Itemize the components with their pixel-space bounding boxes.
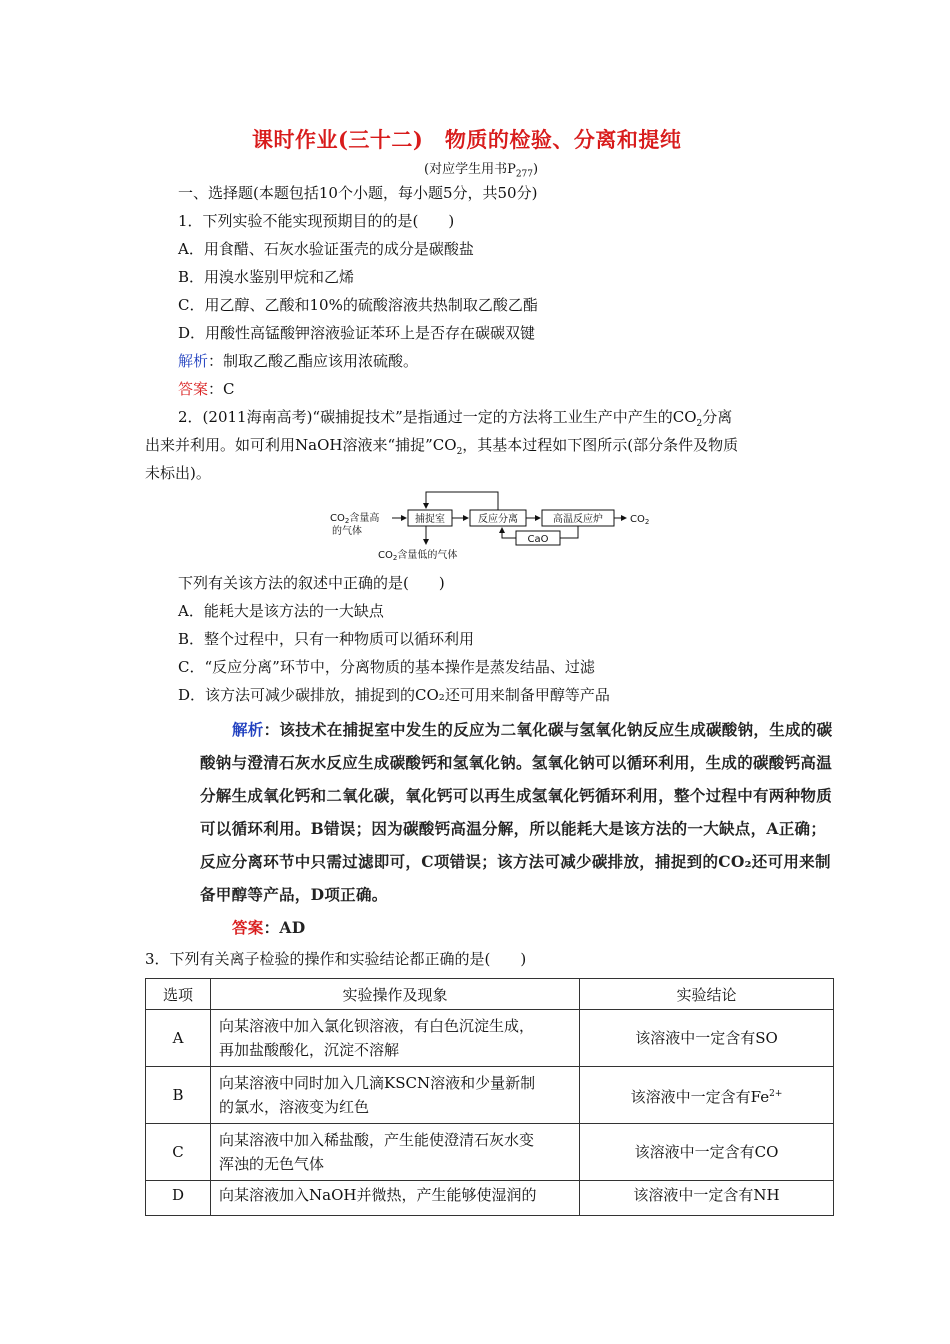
- section-heading: 一、选择题(本题包括10个小题，每小题5分，共50分): [178, 184, 538, 202]
- q1-analysis-text: ：制取乙酸乙酯应该用浓硫酸。: [208, 352, 419, 370]
- q2-analysis-line1: [232, 718, 832, 740]
- q2-line2-end: ，其基本过程如下图所示(部分条件及物质: [462, 436, 739, 454]
- table-row: [146, 1124, 834, 1181]
- q2-stem-line2: [145, 435, 738, 462]
- q1-option-c: C．用乙醇、乙酸和10%的硫酸溶液共热制取乙酸乙酯: [178, 296, 538, 314]
- col-header-conclusion: 实验结论: [580, 979, 834, 1010]
- diagram-input-label-bottom: 的气体: [332, 526, 362, 537]
- table-row: [146, 1067, 834, 1124]
- row-option: C: [146, 1124, 211, 1181]
- q1-answer: [178, 379, 235, 399]
- row-conclusion-text: 该溶液中一定含有Fe: [630, 1087, 770, 1106]
- q1-answer-label: 答案: [178, 380, 209, 398]
- q1-option-a: A．用食醋、石灰水验证蛋壳的成分是碳酸盐: [178, 240, 474, 258]
- subtitle-close: ): [533, 162, 539, 177]
- q2-analysis-line6: 备甲醇等产品，D项正确。: [200, 885, 388, 904]
- q2-line1-end: 分离: [702, 408, 733, 426]
- arrow-recycle-naoh: [426, 492, 498, 510]
- row-conclusion: 该溶液中一定含有NH: [580, 1181, 834, 1216]
- row-conclusion: 该溶液中一定含有SO: [580, 1010, 834, 1067]
- subtitle-page-number: 277: [515, 169, 534, 180]
- q1-answer-text: ：C: [208, 380, 235, 398]
- table-row: [146, 1010, 834, 1067]
- table-header-row: [146, 979, 834, 1010]
- subtitle-text: (对应学生用书P: [424, 162, 516, 177]
- page-subtitle: [424, 158, 538, 180]
- q2-option-b: B．整个过程中，只有一种物质可以循环利用: [178, 630, 475, 648]
- row-operation-line1: 向某溶液中加入氯化钡溶液，有白色沉淀生成，: [219, 1017, 535, 1035]
- q2-analysis-label: 解析: [232, 720, 264, 739]
- row-operation: [211, 1067, 580, 1124]
- arrow-cao-return-b: [502, 528, 516, 538]
- q1-option-b: B．用溴水鉴别甲烷和乙烯: [178, 268, 355, 286]
- row-operation: [211, 1124, 580, 1181]
- q2-line1-text: 2．(2011海南高考)“碳捕捉技术”是指通过一定的方法将工业生产中产生的CO: [178, 408, 697, 426]
- box-reaction-separation-label: 反应分离: [478, 514, 518, 525]
- q2-line1-sub: 2: [696, 419, 703, 429]
- q2-option-a: A．能耗大是该方法的一大缺点: [178, 602, 384, 620]
- row-conclusion: [580, 1067, 834, 1124]
- row-conclusion-sup: 2+: [769, 1088, 783, 1099]
- q1-stem: 1．下列实验不能实现预期目的的是( ): [178, 212, 455, 230]
- q2-analysis-line3: 分解生成氧化钙和二氧化碳，氧化钙可以再生成氢氧化钙循环利用，整个过程中有两种物质: [200, 786, 833, 805]
- q2-analysis-line2: 酸钠与澄清石灰水反应生成碳酸钙和氢氧化钠。氢氧化钠可以循环利用，生成的碳酸钙高温: [200, 753, 833, 772]
- table-row: [146, 1181, 834, 1216]
- q3-stem: 3．下列有关离子检验的操作和实验结论都正确的是( ): [145, 950, 527, 968]
- row-operation: [211, 1181, 580, 1216]
- q1-analysis: [178, 351, 418, 371]
- box-capture-chamber-label: 捕捉室: [415, 514, 445, 525]
- row-conclusion: 该溶液中一定含有CO: [580, 1124, 834, 1181]
- page-title: 课时作业(三十二) 物质的检验、分离和提纯: [252, 127, 682, 152]
- row-operation: [211, 1010, 580, 1067]
- box-furnace-label: 高温反应炉: [553, 514, 603, 525]
- q2-line2-sub: 2: [456, 447, 463, 457]
- q2-analysis-line5: 反应分离环节中只需过滤即可，C项错误；该方法可减少碳排放，捕捉到的CO₂还可用来制: [200, 852, 831, 871]
- row-option: D: [146, 1181, 211, 1216]
- q2-answer: [232, 916, 305, 938]
- diagram-low-gas-label: $CO_2$含量低的气体: [378, 550, 458, 562]
- q2-stem-line3: 未标出)。: [145, 464, 211, 482]
- row-operation-line2: 浑浊的无色气体: [219, 1155, 325, 1173]
- q2-stem: 下列有关该方法的叙述中正确的是( ): [178, 574, 445, 592]
- q1-option-d: D．用酸性高锰酸钾溶液验证苯环上是否存在碳碳双键: [178, 324, 536, 342]
- row-option: B: [146, 1067, 211, 1124]
- row-operation-line1: 向某溶液中加入稀盐酸，产生能使澄清石灰水变: [219, 1131, 535, 1149]
- diagram-output-label: $CO_2$: [630, 514, 650, 526]
- box-cao-label: CaO: [527, 534, 549, 545]
- q2-analysis-text-1: ：该技术在捕捉室中发生的反应为二氧化碳与氢氧化钠反应生成碳酸钠，生成的碳: [263, 720, 833, 739]
- q2-answer-text: ：AD: [263, 918, 306, 937]
- row-operation-line2: 再加盐酸酸化，沉淀不溶解: [219, 1041, 400, 1059]
- q2-answer-label: 答案: [232, 918, 264, 937]
- col-header-operation: 实验操作及现象: [211, 979, 580, 1010]
- q3-table: [145, 978, 834, 1216]
- q1-analysis-label: 解析: [178, 352, 209, 370]
- q2-analysis-line4: 可以循环利用。B错误；因为碳酸钙高温分解，所以能耗大是该方法的一大缺点，A正确；: [200, 819, 827, 838]
- row-operation-line1: 向某溶液加入NaOH并微热，产生能够使湿润的: [219, 1186, 537, 1204]
- diagram-input-label-top: $CO_2$含量高: [330, 513, 380, 525]
- row-operation-line2: 的氯水，溶液变为红色: [219, 1098, 370, 1116]
- row-option: A: [146, 1010, 211, 1067]
- q2-option-c: C．“反应分离”环节中，分离物质的基本操作是蒸发结晶、过滤: [178, 658, 595, 676]
- row-operation-line1: 向某溶液中同时加入几滴KSCN溶液和少量新制: [219, 1074, 536, 1092]
- q2-option-d: D．该方法可减少碳排放，捕捉到的CO₂还可用来制备甲醇等产品: [178, 686, 610, 704]
- carbon-capture-diagram: [320, 486, 660, 564]
- col-header-option: 选项: [146, 979, 211, 1010]
- q2-stem-line1: [178, 407, 732, 434]
- arrow-cao-return-a: [560, 526, 578, 538]
- q2-line2-text: 出来并利用。如可利用NaOH溶液来“捕捉”CO: [145, 436, 457, 454]
